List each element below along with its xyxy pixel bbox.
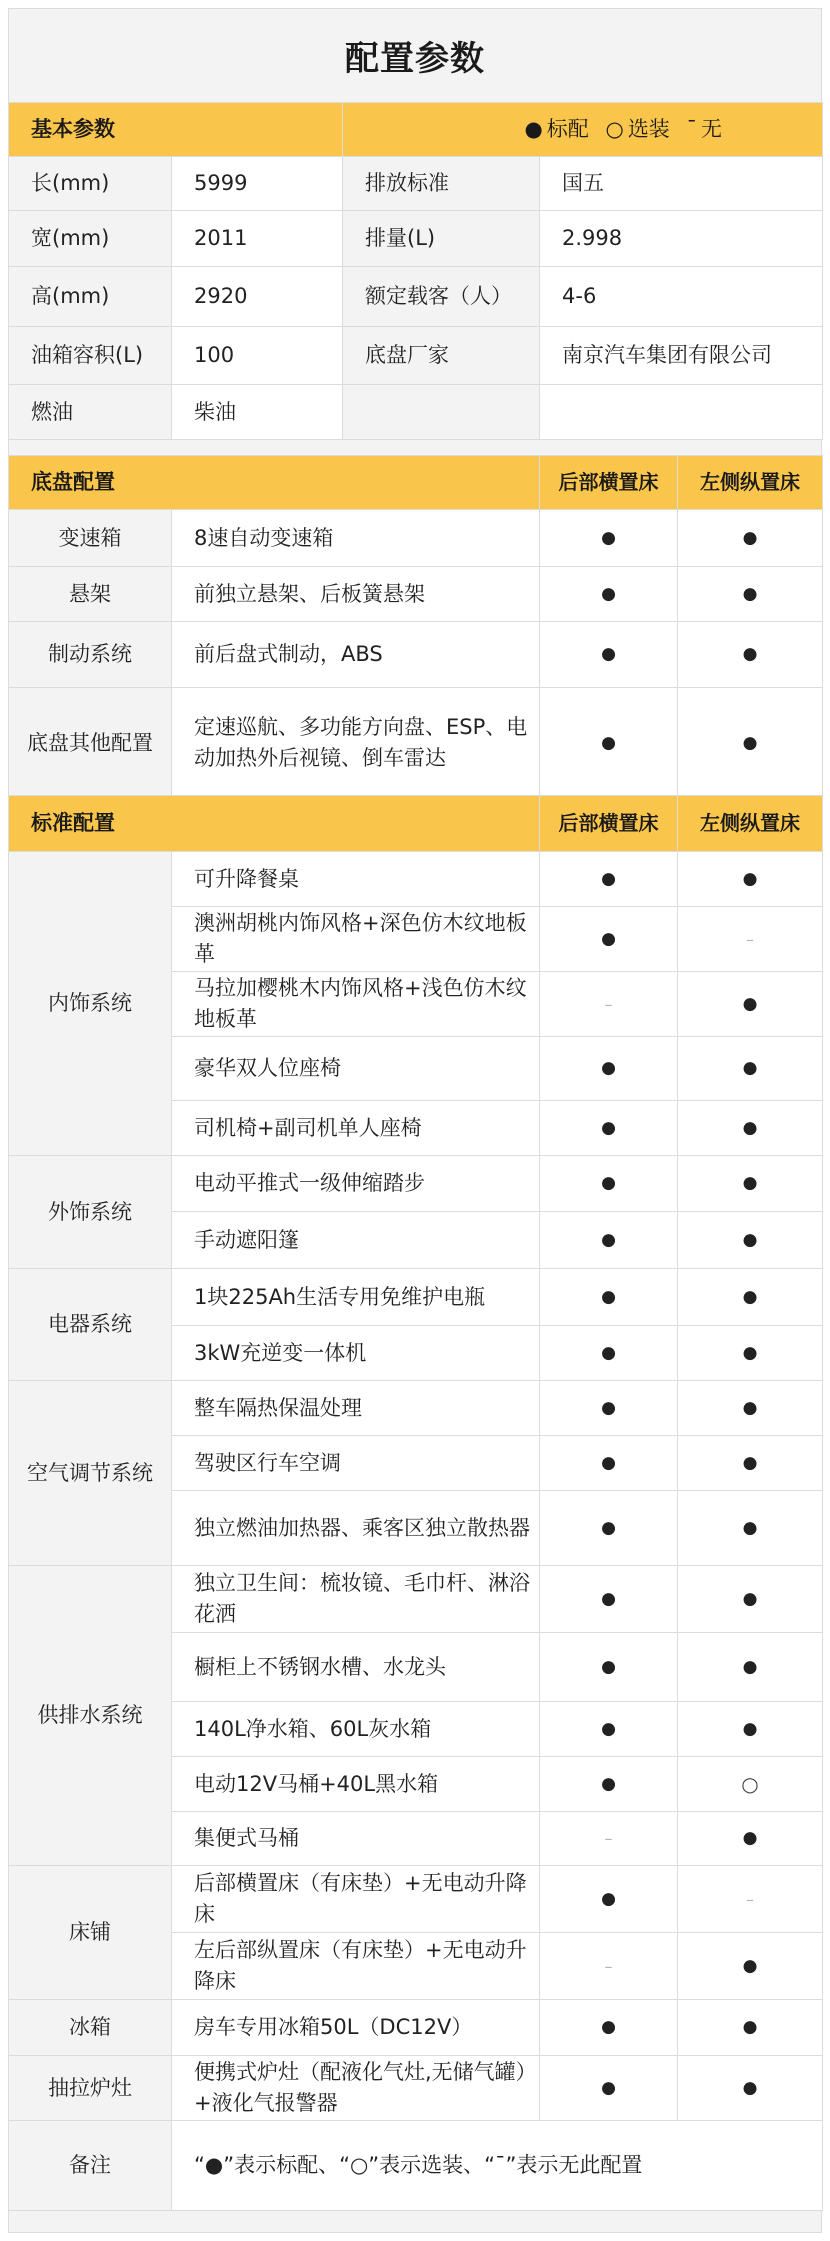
availability-left-bed: ● [678,1702,823,1757]
config-item: 便携式炉灶（配液化气灶,无储气罐）+液化气报警器 [172,2056,540,2121]
page-title: 配置参数 [345,38,485,79]
config-item: 澳洲胡桃内饰风格+深色仿木纹地板革 [172,907,540,972]
availability-left-bed: ● [678,1381,823,1436]
param-label: 高(mm) [9,267,172,327]
chassis-config-row [9,688,823,799]
standard-config-row [9,1269,823,1326]
availability-rear-bed: ● [540,1212,678,1269]
availability-rear-bed: ● [540,1101,678,1156]
availability-rear-bed: ● [540,2000,678,2056]
availability-left-bed: ● [678,1812,823,1866]
note-label: 备注 [9,2121,172,2211]
param-value: 2920 [172,267,343,327]
availability-left-bed: ● [678,1491,823,1566]
legend-none-label: 无 [701,117,722,141]
availability-left-bed: ● [678,1101,823,1156]
availability-left-bed: ● [678,1436,823,1491]
config-item: 前独立悬架、后板簧悬架 [172,567,540,622]
chassis-config-row [9,510,823,567]
standard-heading: 标准配置 [9,796,540,852]
availability-rear-bed: ● [540,510,678,567]
chassis-config-row [9,567,823,622]
standard-header-row [9,796,823,852]
legend-optional-label: 选装 [627,117,670,141]
availability-left-bed: ● [678,622,823,688]
availability-rear-bed: ● [540,1269,678,1326]
availability-left-bed: ● [678,2000,823,2056]
basic-param-row [9,385,823,440]
config-item: 8速自动变速箱 [172,510,540,567]
legend-optional-symbol: ○ [605,117,624,141]
config-category: 底盘其他配置 [9,688,172,799]
param-label: 燃油 [9,385,172,440]
config-item: 驾驶区行车空调 [172,1436,540,1491]
param-label: 排放标准 [343,157,540,211]
col-left-longitudinal-bed: 左侧纵置床 [678,796,823,852]
config-item: 独立卫生间：梳妆镜、毛巾杆、淋浴花洒 [172,1566,540,1633]
config-category: 空气调节系统 [9,1381,172,1566]
availability-rear-bed: ● [540,1436,678,1491]
config-item: 前后盘式制动，ABS [172,622,540,688]
config-category: 电器系统 [9,1269,172,1381]
col-rear-transverse-bed: 后部横置床 [540,456,678,510]
basic-params-table [8,102,823,440]
availability-rear-bed: ● [540,567,678,622]
param-value: 5999 [172,157,343,211]
availability-rear-bed: ● [540,622,678,688]
param-label [343,385,540,440]
basic-param-row [9,211,823,267]
config-item: 3kW充逆变一体机 [172,1326,540,1381]
config-category: 床铺 [9,1866,172,2000]
config-item: 集便式马桶 [172,1812,540,1866]
config-item: 左后部纵置床（有床垫）+无电动升降床 [172,1933,540,2000]
config-item: 1块225Ah生活专用免维护电瓶 [172,1269,540,1326]
basic-param-row [9,267,823,327]
config-item: 整车隔热保温处理 [172,1381,540,1436]
availability-rear-bed: ● [540,1491,678,1566]
config-item: 可升降餐桌 [172,852,540,907]
chassis-config-table [8,455,823,799]
availability-left-bed: ○ [678,1757,823,1812]
config-item: 豪华双人位座椅 [172,1037,540,1101]
availability-left-bed: ● [678,1326,823,1381]
availability-rear-bed: ● [540,1702,678,1757]
legend-none-symbol: ˉ [686,117,697,141]
legend [343,103,823,157]
param-label: 底盘厂家 [343,327,540,385]
standard-config-row [9,1866,823,1933]
config-item: 手动遮阳篷 [172,1212,540,1269]
standard-config-row [9,1156,823,1212]
availability-rear-bed: ● [540,1566,678,1633]
basic-params-header-row [9,103,823,157]
config-category: 悬架 [9,567,172,622]
availability-rear-bed: ● [540,688,678,799]
availability-left-bed: ● [678,688,823,799]
basic-param-row [9,327,823,385]
config-item: 140L净水箱、60L灰水箱 [172,1702,540,1757]
param-value: 南京汽车集团有限公司 [540,327,823,385]
standard-config-row [9,1381,823,1436]
config-category: 变速箱 [9,510,172,567]
availability-rear-bed: ● [540,1381,678,1436]
availability-rear-bed: ● [540,907,678,972]
chassis-heading: 底盘配置 [9,456,540,510]
basic-param-row [9,157,823,211]
param-value: 2011 [172,211,343,267]
config-item: 房车专用冰箱50L（DC12V） [172,2000,540,2056]
availability-left-bed: ● [678,1566,823,1633]
availability-rear-bed: ● [540,1037,678,1101]
config-category: 冰箱 [9,2000,172,2056]
config-category: 制动系统 [9,622,172,688]
legend-standard-label: 标配 [546,117,589,141]
availability-left-bed: ● [678,852,823,907]
config-item: 后部横置床（有床垫）+无电动升降床 [172,1866,540,1933]
param-value: 100 [172,327,343,385]
standard-config-row [9,852,823,907]
param-value [540,385,823,440]
config-item: 独立燃油加热器、乘客区独立散热器 [172,1491,540,1566]
col-rear-transverse-bed: 后部横置床 [540,796,678,852]
standard-config-row [9,1566,823,1633]
col-left-longitudinal-bed: 左侧纵置床 [678,456,823,510]
standard-config-table [8,795,823,2211]
availability-left-bed: ● [678,1933,823,2000]
availability-rear-bed: ● [540,852,678,907]
availability-rear-bed: ● [540,1326,678,1381]
param-value: 国五 [540,157,823,211]
availability-rear-bed: ● [540,1156,678,1212]
availability-rear-bed: – [540,1933,678,2000]
availability-rear-bed: ● [540,2056,678,2121]
availability-left-bed: ● [678,2056,823,2121]
availability-left-bed: ● [678,567,823,622]
availability-left-bed: ● [678,1156,823,1212]
param-value: 2.998 [540,211,823,267]
availability-left-bed: ● [678,1633,823,1702]
param-value: 柴油 [172,385,343,440]
config-category: 外饰系统 [9,1156,172,1269]
param-label: 长(mm) [9,157,172,211]
standard-config-row [9,2000,823,2056]
config-item: 定速巡航、多功能方向盘、ESP、电动加热外后视镜、倒车雷达 [172,688,540,799]
param-label: 宽(mm) [9,211,172,267]
chassis-config-row [9,622,823,688]
param-label: 油箱容积(L) [9,327,172,385]
availability-rear-bed: ● [540,1633,678,1702]
availability-rear-bed: – [540,1812,678,1866]
config-category: 供排水系统 [9,1566,172,1866]
note-row [9,2121,823,2211]
config-item: 橱柜上不锈钢水槽、水龙头 [172,1633,540,1702]
config-item: 电动12V马桶+40L黑水箱 [172,1757,540,1812]
availability-left-bed: ● [678,1269,823,1326]
config-category: 内饰系统 [9,852,172,1156]
param-label: 额定载客（人） [343,267,540,327]
config-item: 马拉加樱桃木内饰风格+浅色仿木纹地板革 [172,972,540,1037]
config-item: 司机椅+副司机单人座椅 [172,1101,540,1156]
availability-rear-bed: – [540,972,678,1037]
availability-left-bed: – [678,1866,823,1933]
availability-left-bed: ● [678,972,823,1037]
standard-config-row [9,2056,823,2121]
availability-left-bed: ● [678,1037,823,1101]
availability-left-bed: – [678,907,823,972]
availability-left-bed: ● [678,1212,823,1269]
chassis-header-row [9,456,823,510]
legend-standard-symbol: ● [524,117,543,141]
availability-left-bed: ● [678,510,823,567]
config-category: 抽拉炉灶 [9,2056,172,2121]
config-item: 电动平推式一级伸缩踏步 [172,1156,540,1212]
param-label: 排量(L) [343,211,540,267]
note-text: “●”表示标配、“○”表示选装、“ˉ”表示无此配置 [172,2121,823,2211]
basic-params-heading: 基本参数 [9,103,343,157]
availability-rear-bed: ● [540,1866,678,1933]
param-value: 4-6 [540,267,823,327]
availability-rear-bed: ● [540,1757,678,1812]
